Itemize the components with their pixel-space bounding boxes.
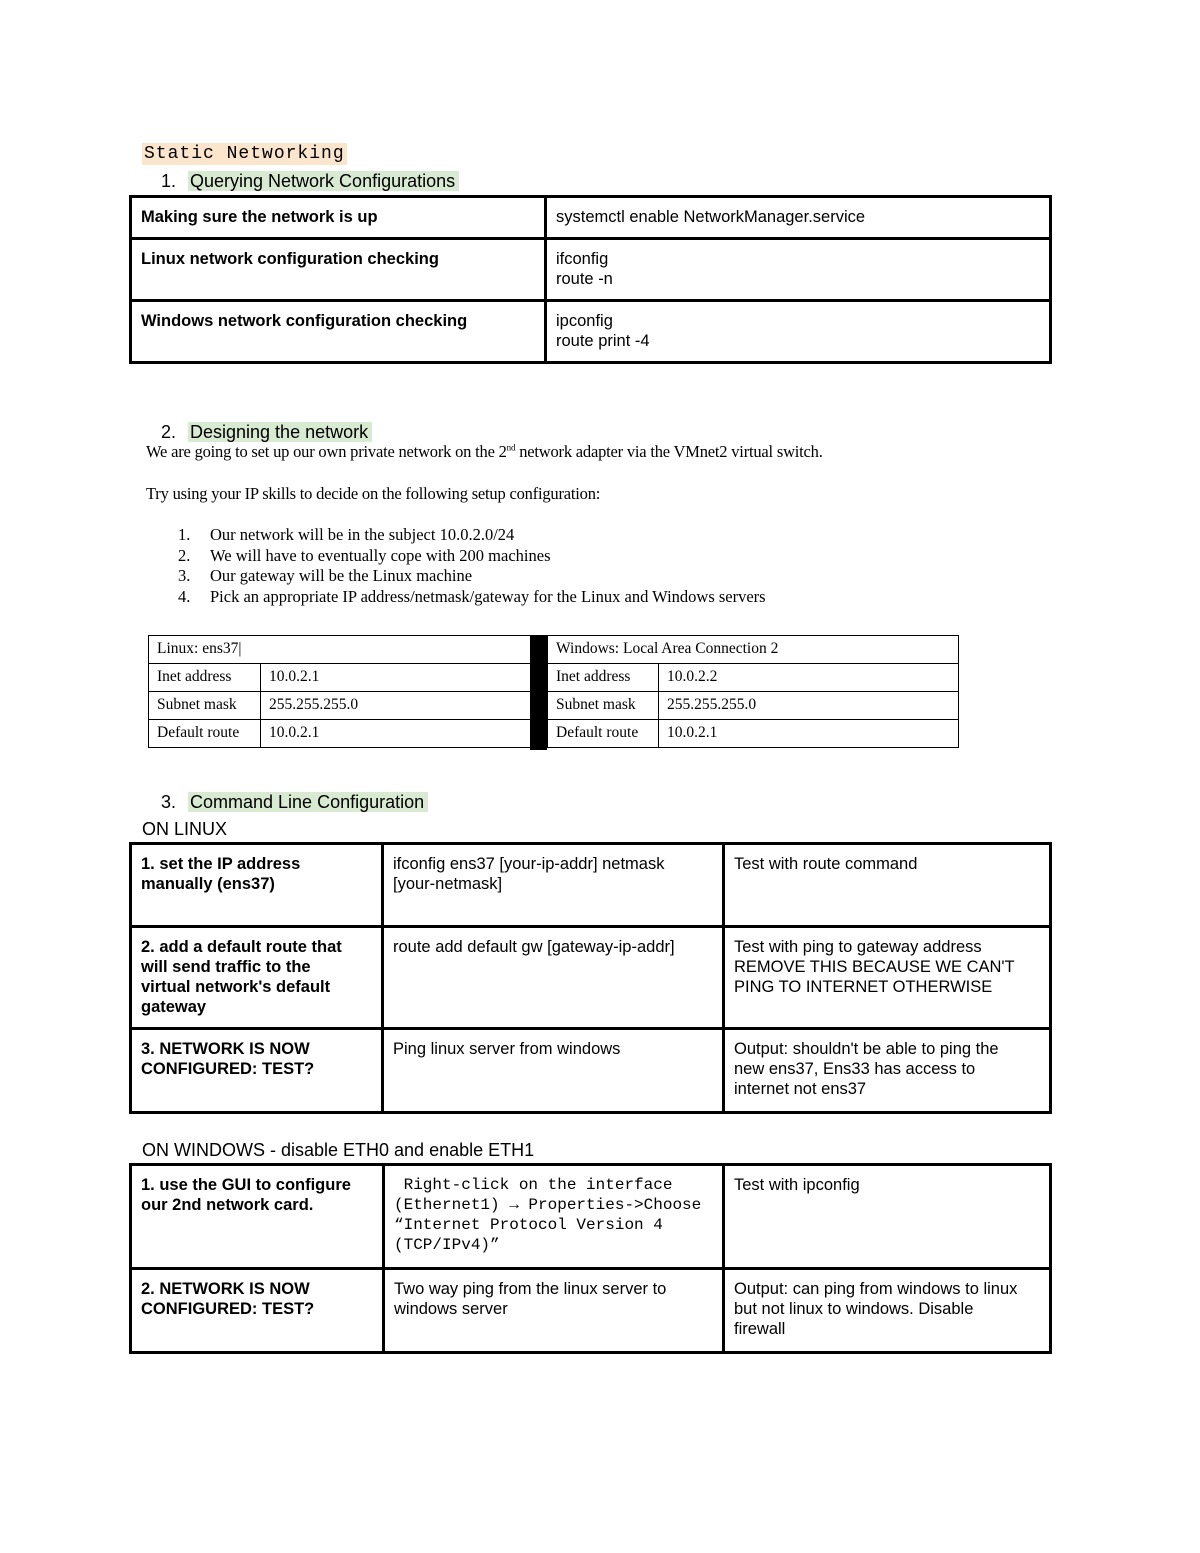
test-line: Test with ping to gateway address (734, 938, 982, 956)
table-cell-key: Default route (548, 720, 659, 748)
section-2-prompt: Try using your IP skills to decide on the following setup configuration: (146, 484, 601, 503)
table-cell-label: Windows network configuration checking (131, 301, 546, 363)
test-cell (724, 1029, 1051, 1113)
list-item (178, 525, 514, 545)
intro-ordinal-suffix: nd (506, 442, 516, 453)
linux-ip-table (148, 635, 531, 748)
step-line: 3. NETWORK IS NOW (141, 1040, 310, 1058)
table-row (131, 301, 1051, 363)
table-row (548, 636, 959, 664)
test-line: new ens37, Ens33 has access to (734, 1060, 976, 1078)
table-cell-value: 10.0.2.2 (659, 664, 959, 692)
intro-text-end: network adapter via the VMnet2 virtual switch. (515, 442, 823, 461)
section-2-number: 2. (160, 422, 176, 442)
document-title: Static Networking (144, 144, 345, 164)
test-cell (724, 1269, 1051, 1353)
command-cell (384, 1165, 724, 1269)
section-1-heading (140, 170, 459, 192)
section-2-heading (140, 421, 372, 443)
table-cell-key: Subnet mask (149, 692, 261, 720)
command-line: route add default gw [gateway-ip-addr] (393, 938, 675, 956)
table-cell-command (546, 239, 1051, 301)
command-line: Two way ping from the linux server to (394, 1280, 667, 1298)
command-line: systemctl enable NetworkManager.service (556, 208, 866, 226)
list-item (178, 587, 766, 607)
command-line: ifconfig (556, 250, 609, 268)
test-line: Test with ipconfig (734, 1176, 860, 1194)
table-row (548, 664, 959, 692)
list-item-text: We will have to eventually cope with 200 machines (210, 546, 551, 565)
list-item (178, 566, 472, 586)
table-cell-value: 10.0.2.1 (261, 664, 531, 692)
command-cell (383, 927, 724, 1029)
section-3-title: Command Line Configuration (188, 792, 428, 812)
test-cell (724, 844, 1051, 927)
step-line: our 2nd network card. (141, 1196, 314, 1214)
command-line: Ping linux server from windows (393, 1040, 621, 1058)
step-cell (131, 1269, 384, 1353)
section-2-title: Designing the network (188, 422, 372, 442)
test-line: but not linux to windows. Disable (734, 1300, 974, 1318)
table-cell-label: Making sure the network is up (131, 197, 546, 239)
step-cell (131, 1165, 384, 1269)
step-cell (131, 844, 383, 927)
table-cell-command (546, 197, 1051, 239)
test-cell (724, 927, 1051, 1029)
list-item-text: Our network will be in the subject 10.0.2.0/24 (210, 525, 515, 544)
section-1-title: Querying Network Configurations (188, 171, 459, 191)
command-line: (TCP/IPv4)” (394, 1236, 500, 1254)
step-cell (131, 927, 383, 1029)
command-line: route -n (556, 270, 613, 288)
command-line: Right-click on the interface (394, 1176, 673, 1194)
step-line: manually (ens37) (141, 875, 275, 893)
section-1-number: 1. (160, 171, 176, 191)
table-cell-value: 255.255.255.0 (261, 692, 531, 720)
table-row (149, 636, 531, 664)
table-cell-command (546, 301, 1051, 363)
table-cell-label: Linux network configuration checking (131, 239, 546, 301)
command-cell (383, 1029, 724, 1113)
table-row (149, 720, 531, 748)
list-item-number: 4. (178, 587, 191, 606)
step-line: will send traffic to the (141, 958, 311, 976)
step-line: 1. use the GUI to configure (141, 1176, 351, 1194)
table-row (131, 1029, 1051, 1113)
section-2-intro (146, 442, 823, 462)
table-row (131, 844, 1051, 927)
section-3-heading (140, 791, 428, 813)
step-line: 1. set the IP address (141, 855, 301, 873)
list-item (178, 546, 551, 566)
table-cell-key: Default route (149, 720, 261, 748)
list-item-number: 2. (178, 546, 191, 565)
section-3-number: 3. (160, 792, 176, 812)
query-config-table (129, 195, 1052, 364)
step-line: gateway (141, 998, 207, 1016)
table-cell-key: Subnet mask (548, 692, 659, 720)
windows-commands-table (129, 1163, 1052, 1354)
intro-text-start: We are going to set up our own private network on the 2 (146, 442, 507, 461)
test-line: firewall (734, 1320, 786, 1338)
table-row (131, 197, 1051, 239)
test-line: REMOVE THIS BECAUSE WE CAN'T (734, 958, 1015, 976)
test-line: internet not ens37 (734, 1080, 867, 1098)
command-line: windows server (394, 1300, 508, 1318)
step-line: 2. NETWORK IS NOW (141, 1280, 310, 1298)
table-cell-value: 10.0.2.1 (659, 720, 959, 748)
test-line: Test with route command (734, 855, 918, 873)
test-cell (724, 1165, 1051, 1269)
windows-ip-table (547, 635, 959, 748)
on-linux-label: ON LINUX (142, 819, 228, 839)
table-row (131, 1165, 1051, 1269)
list-item-number: 1. (178, 525, 191, 544)
command-line: ipconfig (556, 312, 613, 330)
table-cell-value: 255.255.255.0 (659, 692, 959, 720)
command-cell (383, 844, 724, 927)
table-cell-key: Inet address (149, 664, 261, 692)
command-cell (384, 1269, 724, 1353)
table-row (149, 664, 531, 692)
table-row (131, 239, 1051, 301)
table-row (548, 692, 959, 720)
linux-table-header: Linux: ens37| (149, 636, 531, 664)
command-line: route print -4 (556, 332, 650, 350)
list-item-text: Our gateway will be the Linux machine (210, 566, 473, 585)
table-cell-value: 10.0.2.1 (261, 720, 531, 748)
command-line: ifconfig ens37 [your-ip-addr] netmask (393, 855, 665, 873)
step-line: CONFIGURED: TEST? (141, 1060, 315, 1078)
on-windows-label: ON WINDOWS - disable ETH0 and enable ETH1 (142, 1140, 535, 1160)
command-line: “Internet Protocol Version 4 (394, 1216, 663, 1234)
list-item-text: Pick an appropriate IP address/netmask/gateway for the Linux and Windows servers (210, 587, 766, 606)
command-line: [your-netmask] (393, 875, 503, 893)
table-row (131, 927, 1051, 1029)
step-cell (131, 1029, 383, 1113)
step-line: 2. add a default route that (141, 938, 342, 956)
test-line: Output: shouldn't be able to ping the (734, 1040, 999, 1058)
table-row (131, 1269, 1051, 1353)
step-line: virtual network's default (141, 978, 331, 996)
test-line: PING TO INTERNET OTHERWISE (734, 978, 993, 996)
command-line: (Ethernet1) → Properties->Choose (394, 1196, 702, 1214)
table-row (548, 720, 959, 748)
linux-commands-table (129, 842, 1052, 1114)
table-row (149, 692, 531, 720)
list-item-number: 3. (178, 566, 191, 585)
table-cell-key: Inet address (548, 664, 659, 692)
windows-table-header: Windows: Local Area Connection 2 (548, 636, 959, 664)
table-divider (530, 635, 547, 750)
test-line: Output: can ping from windows to linux (734, 1280, 1018, 1298)
step-line: CONFIGURED: TEST? (141, 1300, 315, 1318)
